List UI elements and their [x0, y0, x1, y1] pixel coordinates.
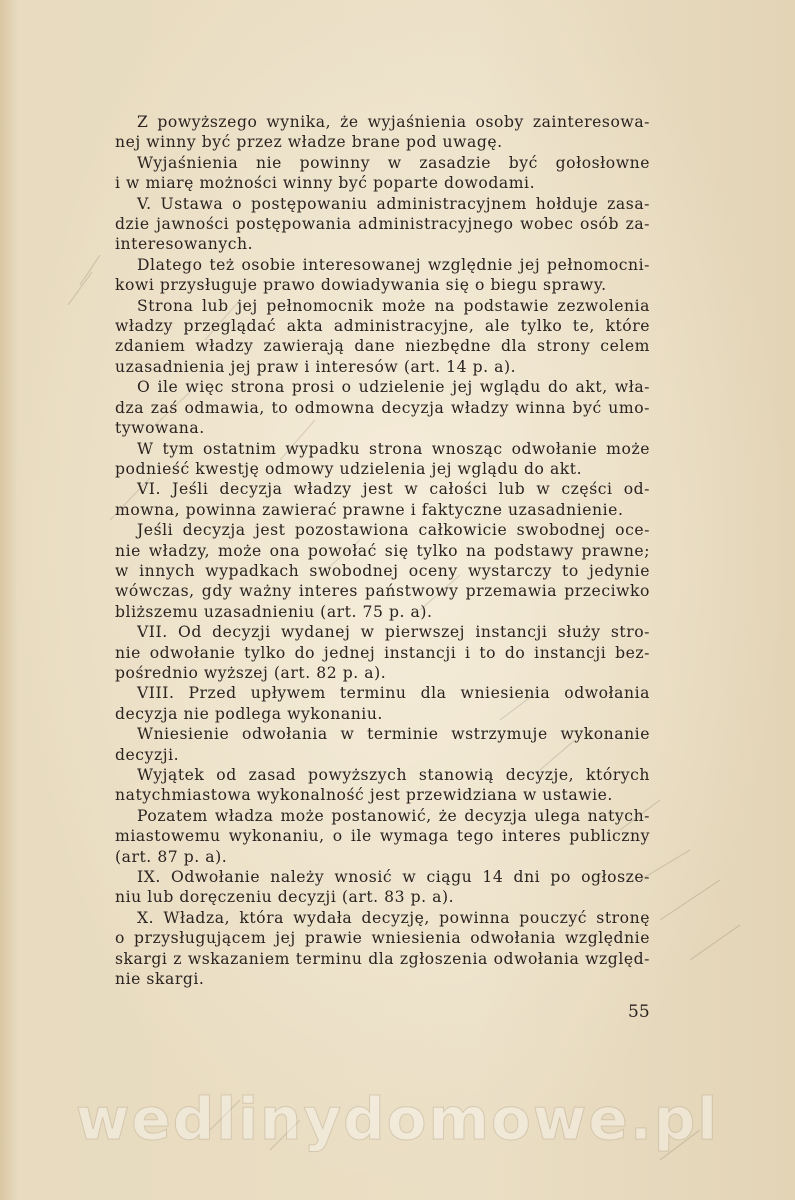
- text-line: Pozatem władza może postanowić, że decyzja ulega natych-: [137, 806, 650, 825]
- page-number: 55: [628, 1002, 650, 1022]
- text-line: o przysługującem jej prawie wniesienia odwołania względnie: [115, 929, 650, 948]
- text-line: nie odwołanie tylko do jednej instancji i to do instancji bez-: [115, 643, 650, 662]
- text-line: nej winny być przez władze brane pod uwagę.: [115, 133, 503, 152]
- text-line: interesowanych.: [115, 235, 254, 254]
- text-line: Wniesienie odwołania w terminie wstrzymuje wykonanie: [137, 725, 650, 744]
- text-line: bliższemu uzasadnieniu (art. 75 p. a).: [115, 602, 433, 621]
- watermark-text: wedlinydomowe.pl: [75, 1085, 720, 1153]
- text-line: mowna, powinna zawierać prawne i faktyczne uzasadnienie.: [115, 500, 624, 519]
- text-line: tywowana.: [115, 419, 205, 438]
- text-line: niu lub doręczeniu decyzji (art. 83 p. a).: [115, 888, 455, 907]
- body-text: [115, 112, 650, 989]
- text-line: dza zaś odmawia, to odmowna decyzja władzy winna być umo-: [115, 398, 650, 417]
- text-line: decyzji.: [115, 745, 180, 764]
- text-line: IX. Odwołanie należy wnosić w ciągu 14 dni po ogłosze-: [137, 868, 650, 887]
- text-line: Strona lub jej pełnomocnik może na podstawie zezwolenia: [137, 296, 650, 315]
- text-line: uzasadnienia jej praw i interesów (art. 14 p. a).: [115, 357, 517, 376]
- text-line: O ile więc strona prosi o udzielenie jej wglądu do akt, wła-: [137, 378, 650, 397]
- text-line: Wyjaśnienia nie powinny w zasadzie być gołosłowne: [137, 153, 650, 172]
- text-line: dzie jawności postępowania administracyjnego wobec osób za-: [115, 215, 650, 234]
- text-line: zdaniem władzy zawierają dane niezbędne dla strony celem: [115, 337, 650, 356]
- text-line: nie władzy, może ona powołać się tylko na podstawy prawne;: [115, 541, 650, 560]
- text-line: pośrednio wyższej (art. 82 p. a).: [115, 663, 387, 682]
- text-line: skargi z wskazaniem terminu dla zgłoszenia odwołania względ-: [115, 949, 650, 968]
- text-line: Wyjątek od zasad powyższych stanowią decyzje, których: [137, 766, 650, 784]
- text-line: Jeśli decyzja jest pozostawiona całkowicie swobodnej oce-: [137, 521, 650, 540]
- text-line: VII. Od decyzji wydanej w pierwszej instancji służy stro-: [137, 623, 650, 642]
- text-line: VI. Jeśli decyzja władzy jest w całości lub w części od-: [137, 480, 650, 499]
- text-line: natychmiastowa wykonalność jest przewidziana w ustawie.: [115, 786, 613, 805]
- text-line: kowi przysługuje prawo dowiadywania się o biegu sprawy.: [115, 276, 607, 295]
- text-line: i w miarę możności winny być poparte dowodami.: [115, 174, 536, 193]
- text-line: miastowemu wykonaniu, o ile wymaga tego interes publiczny: [115, 827, 650, 846]
- text-line: władzy przeglądać akta administracyjne, ale tylko te, które: [115, 317, 650, 336]
- text-line: Dlatego też osobie interesowanej względnie jej pełnomocni-: [137, 255, 650, 274]
- text-line: nie skargi.: [115, 970, 205, 989]
- text-line: Z powyższego wynika, że wyjaśnienia osoby zainteresowa-: [137, 113, 650, 131]
- text-line: decyzja nie podlega wykonaniu.: [115, 704, 383, 723]
- text-line: W tym ostatnim wypadku strona wnosząc odwołanie może: [137, 439, 650, 458]
- text-line: (art. 87 p. a).: [115, 847, 228, 866]
- text-line: wówczas, gdy ważny interes państwowy przemawia przeciwko: [115, 582, 650, 601]
- text-line: V. Ustawa o postępowaniu administracyjnem hołduje zasa-: [137, 194, 650, 213]
- text-line: X. Władza, która wydała decyzję, powinna pouczyć stronę: [137, 908, 650, 927]
- text-line: w innych wypadkach swobodnej oceny wystarczy to jedynie: [115, 561, 650, 580]
- text-line: VIII. Przed upływem terminu dla wniesienia odwołania: [137, 684, 650, 703]
- text-line: podnieść kwestję odmowy udzielenia jej wglądu do akt.: [115, 459, 583, 478]
